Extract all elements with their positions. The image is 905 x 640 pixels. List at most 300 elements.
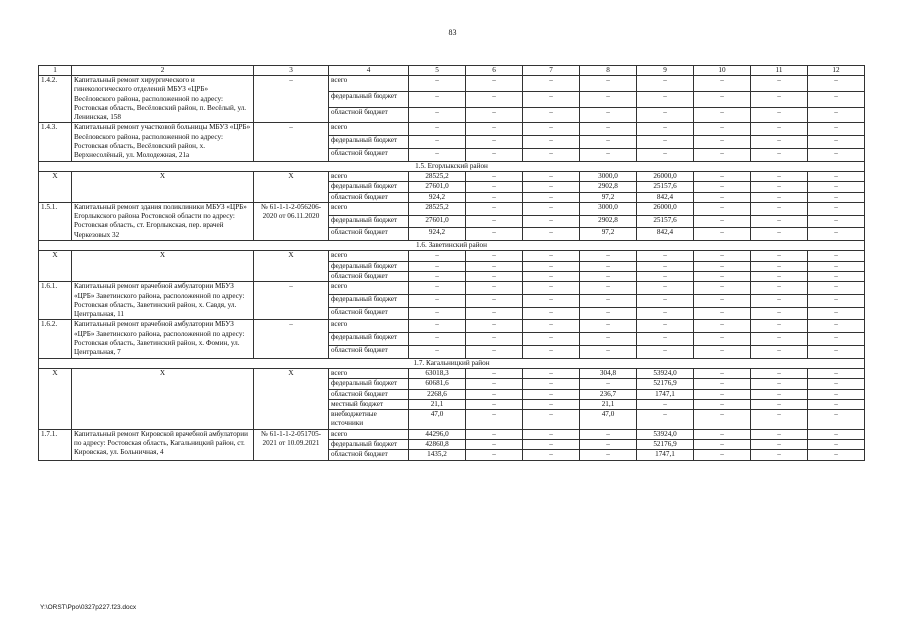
amount-cell: – bbox=[466, 282, 523, 295]
amount-cell: – bbox=[466, 439, 523, 449]
expertise-document: Х bbox=[254, 368, 329, 429]
amount-cell: – bbox=[466, 307, 523, 320]
funding-source: областной бюджет bbox=[329, 450, 409, 460]
funding-source: областной бюджет bbox=[329, 389, 409, 399]
amount-cell: – bbox=[523, 136, 580, 149]
expertise-document: Х bbox=[254, 171, 329, 202]
amount-cell: – bbox=[694, 410, 751, 430]
table-row bbox=[39, 368, 865, 378]
amount-cell: – bbox=[808, 107, 865, 123]
table-row bbox=[39, 282, 865, 295]
amount-cell: – bbox=[694, 182, 751, 192]
amount-cell: – bbox=[580, 107, 637, 123]
amount-cell: – bbox=[751, 182, 808, 192]
row-number: 1.4.2. bbox=[39, 76, 72, 123]
amount-cell: 42860,8 bbox=[409, 439, 466, 449]
amount-cell: 53924,0 bbox=[637, 429, 694, 439]
amount-cell: 842,4 bbox=[637, 228, 694, 241]
column-number: 2 bbox=[72, 66, 254, 76]
row-number: Х bbox=[39, 251, 72, 282]
amount-cell: – bbox=[466, 410, 523, 430]
amount-cell: – bbox=[694, 379, 751, 389]
amount-cell: – bbox=[694, 148, 751, 161]
row-number: 1.5.1. bbox=[39, 202, 72, 240]
amount-cell: – bbox=[523, 333, 580, 346]
amount-cell: – bbox=[637, 91, 694, 107]
amount-cell: – bbox=[580, 123, 637, 136]
amount-cell: – bbox=[751, 389, 808, 399]
amount-cell: – bbox=[694, 439, 751, 449]
amount-cell: – bbox=[523, 379, 580, 389]
amount-cell: 2268,6 bbox=[409, 389, 466, 399]
object-description: Х bbox=[72, 368, 254, 429]
amount-cell: – bbox=[466, 182, 523, 192]
amount-cell: – bbox=[523, 439, 580, 449]
amount-cell: – bbox=[637, 345, 694, 358]
amount-cell: – bbox=[808, 215, 865, 228]
amount-cell: – bbox=[808, 307, 865, 320]
amount-cell: – bbox=[751, 345, 808, 358]
amount-cell: 842,4 bbox=[637, 192, 694, 202]
amount-cell: – bbox=[808, 333, 865, 346]
amount-cell: – bbox=[466, 379, 523, 389]
amount-cell: – bbox=[466, 389, 523, 399]
amount-cell: – bbox=[694, 345, 751, 358]
amount-cell: – bbox=[523, 399, 580, 409]
amount-cell: – bbox=[523, 171, 580, 181]
amount-cell: – bbox=[808, 389, 865, 399]
amount-cell: – bbox=[751, 271, 808, 281]
amount-cell: 47,0 bbox=[409, 410, 466, 430]
amount-cell: 28525,2 bbox=[409, 171, 466, 181]
expertise-document: – bbox=[254, 282, 329, 320]
amount-cell: – bbox=[466, 202, 523, 215]
amount-cell: – bbox=[808, 136, 865, 149]
expertise-document: – bbox=[254, 320, 329, 358]
amount-cell: 2902,8 bbox=[580, 215, 637, 228]
amount-cell: – bbox=[808, 399, 865, 409]
amount-cell: – bbox=[466, 251, 523, 261]
amount-cell: 236,7 bbox=[580, 389, 637, 399]
row-number: 1.7.1. bbox=[39, 429, 72, 460]
column-number: 10 bbox=[694, 66, 751, 76]
amount-cell: – bbox=[637, 76, 694, 92]
amount-cell: – bbox=[637, 320, 694, 333]
amount-cell: – bbox=[466, 320, 523, 333]
amount-cell: – bbox=[808, 123, 865, 136]
amount-cell: – bbox=[580, 450, 637, 460]
amount-cell: – bbox=[580, 333, 637, 346]
section-title: 1.7. Кагальницкий район bbox=[39, 358, 865, 368]
amount-cell: – bbox=[694, 228, 751, 241]
amount-cell: – bbox=[694, 171, 751, 181]
row-number: Х bbox=[39, 368, 72, 429]
amount-cell: 63018,3 bbox=[409, 368, 466, 378]
amount-cell: – bbox=[466, 271, 523, 281]
amount-cell: – bbox=[694, 429, 751, 439]
amount-cell: – bbox=[580, 251, 637, 261]
funding-source: федеральный бюджет bbox=[329, 91, 409, 107]
funding-source: областной бюджет bbox=[329, 148, 409, 161]
amount-cell: – bbox=[808, 171, 865, 181]
amount-cell: – bbox=[694, 307, 751, 320]
amount-cell: – bbox=[466, 399, 523, 409]
amount-cell: – bbox=[523, 228, 580, 241]
expertise-document: № 61-1-1-2-051705-2021 от 10.09.2021 bbox=[254, 429, 329, 460]
amount-cell: – bbox=[751, 294, 808, 307]
amount-cell: 304,8 bbox=[580, 368, 637, 378]
amount-cell: – bbox=[751, 76, 808, 92]
amount-cell: – bbox=[409, 251, 466, 261]
amount-cell: – bbox=[694, 294, 751, 307]
section-header-row bbox=[39, 241, 865, 251]
amount-cell: – bbox=[808, 294, 865, 307]
funding-source: федеральный бюджет bbox=[329, 261, 409, 271]
amount-cell: – bbox=[409, 345, 466, 358]
amount-cell: 1747,1 bbox=[637, 450, 694, 460]
amount-cell: – bbox=[637, 399, 694, 409]
amount-cell: – bbox=[751, 307, 808, 320]
amount-cell: – bbox=[580, 148, 637, 161]
amount-cell: – bbox=[466, 294, 523, 307]
amount-cell: – bbox=[523, 123, 580, 136]
amount-cell: – bbox=[751, 410, 808, 430]
amount-cell: – bbox=[751, 333, 808, 346]
amount-cell: – bbox=[409, 320, 466, 333]
funding-source: федеральный бюджет bbox=[329, 379, 409, 389]
amount-cell: – bbox=[637, 282, 694, 295]
funding-source: областной бюджет bbox=[329, 307, 409, 320]
amount-cell: – bbox=[466, 148, 523, 161]
amount-cell: – bbox=[580, 429, 637, 439]
amount-cell: – bbox=[808, 202, 865, 215]
amount-cell: 2902,8 bbox=[580, 182, 637, 192]
amount-cell: 27601,0 bbox=[409, 182, 466, 192]
funding-source: всего bbox=[329, 202, 409, 215]
amount-cell: – bbox=[694, 399, 751, 409]
amount-cell: – bbox=[466, 136, 523, 149]
amount-cell: – bbox=[808, 192, 865, 202]
table-row bbox=[39, 123, 865, 136]
object-description: Капитальный ремонт участковой больницы МБУЗ «ЦРБ» Весёловского района, расположенной по адресу: Ростовская область, Весёловский район, х. Верхнесолёный, ул. Молодежная, 21а bbox=[72, 123, 254, 161]
amount-cell: – bbox=[694, 123, 751, 136]
object-description: Х bbox=[72, 171, 254, 202]
funding-source: всего bbox=[329, 171, 409, 181]
amount-cell: – bbox=[637, 271, 694, 281]
funding-source: всего bbox=[329, 429, 409, 439]
amount-cell: – bbox=[751, 107, 808, 123]
amount-cell: – bbox=[466, 215, 523, 228]
amount-cell: – bbox=[580, 76, 637, 92]
object-description: Капитальный ремонт хирургического и гинекологического отделений МБУЗ «ЦРБ» Весёловского района, расположенной по адресу: Ростовская область, Весёловский район, п. Весёлый, ул. Ленинская, 158 bbox=[72, 76, 254, 123]
amount-cell: – bbox=[694, 202, 751, 215]
amount-cell: – bbox=[580, 136, 637, 149]
amount-cell: – bbox=[523, 76, 580, 92]
amount-cell: – bbox=[466, 76, 523, 92]
amount-cell: 1435,2 bbox=[409, 450, 466, 460]
column-number: 3 bbox=[254, 66, 329, 76]
amount-cell: – bbox=[808, 91, 865, 107]
amount-cell: – bbox=[466, 333, 523, 346]
amount-cell: – bbox=[637, 148, 694, 161]
amount-cell: – bbox=[466, 107, 523, 123]
amount-cell: – bbox=[751, 320, 808, 333]
amount-cell: – bbox=[466, 261, 523, 271]
table-row bbox=[39, 171, 865, 181]
amount-cell: 26000,0 bbox=[637, 202, 694, 215]
amount-cell: 44296,0 bbox=[409, 429, 466, 439]
funding-source: федеральный бюджет bbox=[329, 182, 409, 192]
amount-cell: – bbox=[637, 294, 694, 307]
amount-cell: – bbox=[808, 182, 865, 192]
section-title: 1.6. Заветинский район bbox=[39, 241, 865, 251]
section-header-row bbox=[39, 358, 865, 368]
amount-cell: – bbox=[637, 136, 694, 149]
amount-cell: – bbox=[523, 91, 580, 107]
amount-cell: 27601,0 bbox=[409, 215, 466, 228]
amount-cell: – bbox=[466, 450, 523, 460]
row-number: 1.6.2. bbox=[39, 320, 72, 358]
column-number: 4 bbox=[329, 66, 409, 76]
amount-cell: 25157,6 bbox=[637, 182, 694, 192]
amount-cell: – bbox=[523, 251, 580, 261]
row-number: Х bbox=[39, 171, 72, 202]
amount-cell: – bbox=[751, 368, 808, 378]
program-table bbox=[38, 65, 865, 461]
amount-cell: – bbox=[808, 228, 865, 241]
amount-cell: – bbox=[409, 307, 466, 320]
amount-cell: – bbox=[808, 282, 865, 295]
amount-cell: 1747,1 bbox=[637, 389, 694, 399]
object-description: Капитальный ремонт Кировской врачебной амбулатории по адресу: Ростовская область, Кагальницкий район, ст. Кировская, ул. Больничная, 4 bbox=[72, 429, 254, 460]
amount-cell: 924,2 bbox=[409, 228, 466, 241]
amount-cell: – bbox=[808, 148, 865, 161]
amount-cell: – bbox=[580, 320, 637, 333]
amount-cell: – bbox=[694, 251, 751, 261]
amount-cell: – bbox=[409, 271, 466, 281]
amount-cell: – bbox=[580, 439, 637, 449]
amount-cell: – bbox=[409, 91, 466, 107]
amount-cell: – bbox=[751, 261, 808, 271]
amount-cell: 28525,2 bbox=[409, 202, 466, 215]
amount-cell: – bbox=[694, 333, 751, 346]
amount-cell: – bbox=[751, 282, 808, 295]
amount-cell: – bbox=[808, 251, 865, 261]
expertise-document: – bbox=[254, 76, 329, 123]
amount-cell: – bbox=[751, 192, 808, 202]
funding-source: федеральный бюджет bbox=[329, 439, 409, 449]
amount-cell: – bbox=[523, 450, 580, 460]
funding-source: областной бюджет bbox=[329, 107, 409, 123]
amount-cell: 97,2 bbox=[580, 192, 637, 202]
amount-cell: – bbox=[808, 320, 865, 333]
amount-cell: – bbox=[466, 228, 523, 241]
amount-cell: – bbox=[409, 294, 466, 307]
amount-cell: – bbox=[523, 410, 580, 430]
funding-source: всего bbox=[329, 251, 409, 261]
amount-cell: – bbox=[523, 182, 580, 192]
amount-cell: – bbox=[523, 192, 580, 202]
amount-cell: – bbox=[466, 91, 523, 107]
amount-cell: – bbox=[751, 91, 808, 107]
amount-cell: – bbox=[523, 429, 580, 439]
column-number: 8 bbox=[580, 66, 637, 76]
funding-source: областной бюджет bbox=[329, 271, 409, 281]
amount-cell: – bbox=[523, 261, 580, 271]
funding-source: всего bbox=[329, 368, 409, 378]
amount-cell: – bbox=[409, 136, 466, 149]
amount-cell: – bbox=[523, 389, 580, 399]
amount-cell: – bbox=[751, 123, 808, 136]
amount-cell: – bbox=[580, 91, 637, 107]
amount-cell: – bbox=[751, 171, 808, 181]
section-header-row bbox=[39, 161, 865, 171]
amount-cell: – bbox=[694, 450, 751, 460]
funding-source: внебюджетные источники bbox=[329, 410, 409, 430]
amount-cell: – bbox=[751, 228, 808, 241]
amount-cell: – bbox=[637, 107, 694, 123]
amount-cell: – bbox=[808, 345, 865, 358]
amount-cell: 924,2 bbox=[409, 192, 466, 202]
amount-cell: – bbox=[523, 271, 580, 281]
amount-cell: – bbox=[523, 148, 580, 161]
amount-cell: – bbox=[637, 333, 694, 346]
funding-source: областной бюджет bbox=[329, 192, 409, 202]
amount-cell: – bbox=[751, 215, 808, 228]
amount-cell: – bbox=[751, 399, 808, 409]
object-description: Капитальный ремонт врачебной амбулатории МБУЗ «ЦРБ» Заветинского района, расположенной по адресу: Ростовская область, Заветинский район, х. Савдя, ул. Центральная, 11 bbox=[72, 282, 254, 320]
expertise-document: Х bbox=[254, 251, 329, 282]
amount-cell: – bbox=[466, 123, 523, 136]
column-number: 5 bbox=[409, 66, 466, 76]
amount-cell: – bbox=[751, 148, 808, 161]
amount-cell: 52176,9 bbox=[637, 379, 694, 389]
amount-cell: – bbox=[523, 215, 580, 228]
amount-cell: – bbox=[409, 107, 466, 123]
amount-cell: – bbox=[694, 320, 751, 333]
amount-cell: – bbox=[580, 261, 637, 271]
row-number: 1.6.1. bbox=[39, 282, 72, 320]
amount-cell: – bbox=[523, 320, 580, 333]
amount-cell: – bbox=[808, 450, 865, 460]
amount-cell: – bbox=[694, 136, 751, 149]
amount-cell: – bbox=[580, 271, 637, 281]
amount-cell: – bbox=[409, 123, 466, 136]
amount-cell: – bbox=[466, 171, 523, 181]
table-row bbox=[39, 429, 865, 439]
column-number: 11 bbox=[751, 66, 808, 76]
amount-cell: – bbox=[580, 379, 637, 389]
amount-cell: 3000,0 bbox=[580, 171, 637, 181]
funding-source: всего bbox=[329, 76, 409, 92]
amount-cell: – bbox=[694, 368, 751, 378]
footer-file-path: Y:\ORST\Ppo\0327p227.f23.docx bbox=[40, 604, 137, 611]
amount-cell: – bbox=[694, 192, 751, 202]
amount-cell: – bbox=[466, 429, 523, 439]
amount-cell: – bbox=[751, 251, 808, 261]
column-number: 9 bbox=[637, 66, 694, 76]
funding-source: федеральный бюджет bbox=[329, 333, 409, 346]
table-row bbox=[39, 202, 865, 215]
amount-cell: – bbox=[466, 345, 523, 358]
amount-cell: – bbox=[409, 333, 466, 346]
amount-cell: – bbox=[694, 91, 751, 107]
amount-cell: – bbox=[751, 450, 808, 460]
amount-cell: – bbox=[808, 271, 865, 281]
amount-cell: – bbox=[808, 410, 865, 430]
object-description: Капитальный ремонт врачебной амбулатории МБУЗ «ЦРБ» Заветинского района, расположенной по адресу: Ростовская область, Заветинский район, х. Фомин, ул. Центральная, 7 bbox=[72, 320, 254, 358]
amount-cell: – bbox=[808, 439, 865, 449]
amount-cell: – bbox=[751, 136, 808, 149]
amount-cell: – bbox=[637, 410, 694, 430]
column-number: 6 bbox=[466, 66, 523, 76]
amount-cell: – bbox=[409, 261, 466, 271]
amount-cell: 21,1 bbox=[409, 399, 466, 409]
amount-cell: 47,0 bbox=[580, 410, 637, 430]
funding-source: областной бюджет bbox=[329, 345, 409, 358]
amount-cell: – bbox=[637, 123, 694, 136]
funding-source: местный бюджет bbox=[329, 399, 409, 409]
amount-cell: – bbox=[523, 107, 580, 123]
amount-cell: – bbox=[409, 282, 466, 295]
object-description: Капитальный ремонт здания поликлиники МБУЗ «ЦРБ» Егорлыкского района Ростовской области по адресу: Ростовская область, ст. Егорлыкская, пер. врачей Черкезовых 32 bbox=[72, 202, 254, 240]
amount-cell: – bbox=[694, 282, 751, 295]
amount-cell: – bbox=[637, 261, 694, 271]
amount-cell: – bbox=[409, 76, 466, 92]
amount-cell: – bbox=[637, 307, 694, 320]
amount-cell: 60681,6 bbox=[409, 379, 466, 389]
amount-cell: 52176,9 bbox=[637, 439, 694, 449]
funding-source: всего bbox=[329, 320, 409, 333]
section-title: 1.5. Егорлыкский район bbox=[39, 161, 865, 171]
amount-cell: 21,1 bbox=[580, 399, 637, 409]
amount-cell: 25157,6 bbox=[637, 215, 694, 228]
amount-cell: – bbox=[808, 429, 865, 439]
table-row bbox=[39, 320, 865, 333]
amount-cell: – bbox=[808, 261, 865, 271]
amount-cell: – bbox=[580, 345, 637, 358]
amount-cell: – bbox=[523, 307, 580, 320]
amount-cell: – bbox=[523, 368, 580, 378]
amount-cell: – bbox=[637, 251, 694, 261]
funding-source: всего bbox=[329, 123, 409, 136]
amount-cell: – bbox=[808, 368, 865, 378]
amount-cell: 26000,0 bbox=[637, 171, 694, 181]
amount-cell: – bbox=[694, 261, 751, 271]
object-description: Х bbox=[72, 251, 254, 282]
amount-cell: – bbox=[580, 282, 637, 295]
amount-cell: – bbox=[694, 271, 751, 281]
column-number: 12 bbox=[808, 66, 865, 76]
amount-cell: – bbox=[694, 76, 751, 92]
funding-source: всего bbox=[329, 282, 409, 295]
amount-cell: – bbox=[694, 389, 751, 399]
funding-source: федеральный бюджет bbox=[329, 136, 409, 149]
amount-cell: – bbox=[523, 294, 580, 307]
amount-cell: – bbox=[523, 345, 580, 358]
amount-cell: – bbox=[751, 439, 808, 449]
amount-cell: – bbox=[808, 76, 865, 92]
amount-cell: – bbox=[694, 215, 751, 228]
table-row bbox=[39, 76, 865, 92]
column-number-row bbox=[39, 66, 865, 76]
amount-cell: 97,2 bbox=[580, 228, 637, 241]
amount-cell: 3000,0 bbox=[580, 202, 637, 215]
table-row bbox=[39, 251, 865, 261]
amount-cell: 53924,0 bbox=[637, 368, 694, 378]
amount-cell: – bbox=[466, 192, 523, 202]
amount-cell: – bbox=[580, 307, 637, 320]
